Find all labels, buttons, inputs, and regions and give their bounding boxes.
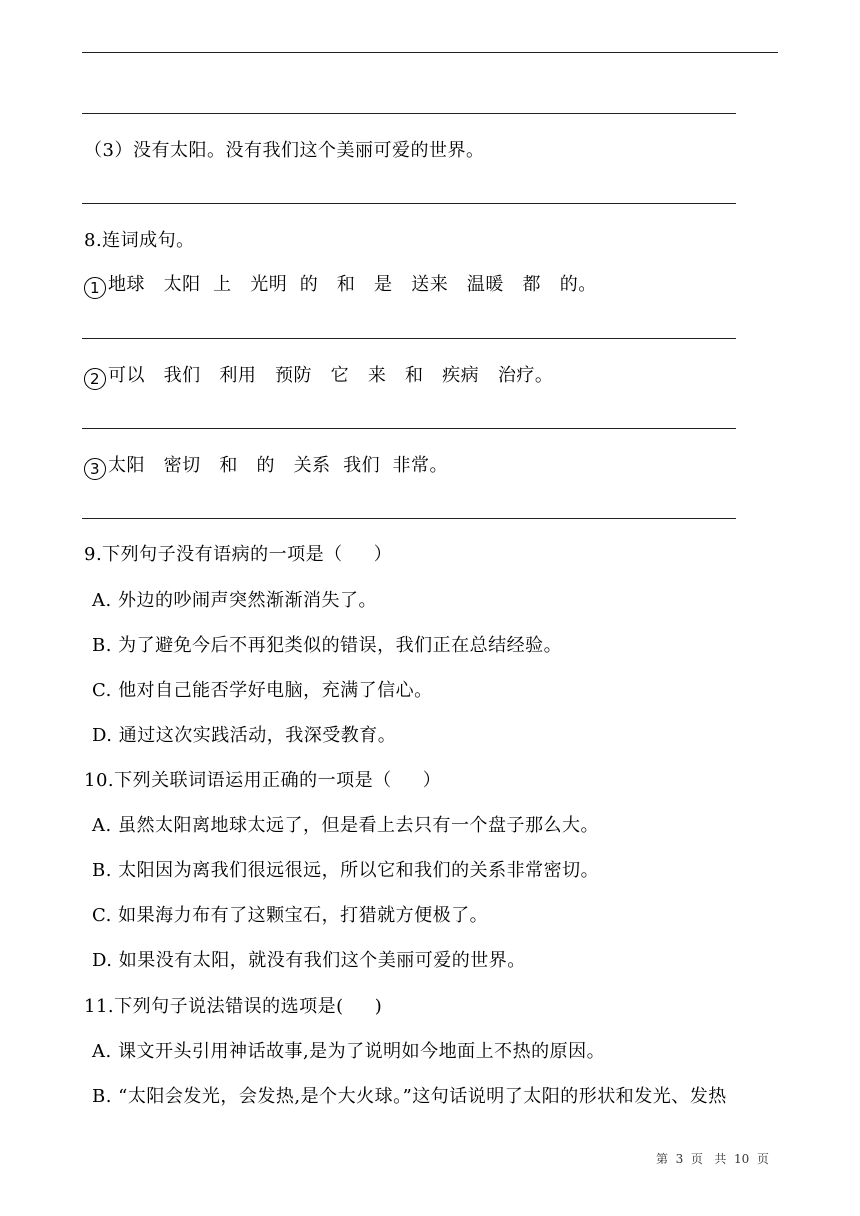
question-10-title: 10.下列关联词语运用正确的一项是（ ） (84, 770, 442, 791)
question-9-option-a: A. 外边的吵闹声突然渐渐消失了。 (92, 590, 377, 611)
answer-line (82, 52, 778, 53)
answer-line (82, 338, 736, 339)
question-8-item-2 (84, 364, 553, 390)
question-11-option-a: A. 课文开头引用神话故事,是为了说明如今地面上不热的原因。 (92, 1041, 606, 1062)
question-7-3: （3）没有太阳。没有我们这个美丽可爱的世界。 (84, 140, 485, 161)
question-8-item-1 (84, 273, 597, 299)
question-8-title: 8.连词成句。 (84, 230, 195, 251)
question-10-option-a: A. 虽然太阳离地球太远了，但是看上去只有一个盘子那么大。 (92, 815, 599, 836)
word-list: 太阳 密切 和 的 关系 我们 非常。 (108, 455, 449, 476)
answer-line (82, 428, 736, 429)
question-11-title: 11.下列句子说法错误的选项是( ) (84, 996, 383, 1017)
word-list: 可以 我们 利用 预防 它 来 和 疾病 治疗。 (108, 365, 554, 386)
question-9-option-d: D. 通过这次实践活动，我深受教育。 (92, 725, 397, 746)
circled-number-marker: 2 (84, 368, 106, 390)
question-11-option-b: B. “太阳会发光，会发热,是个大火球。”这句话说明了太阳的形状和发光、发热 (92, 1086, 727, 1107)
question-10-option-c: C. 如果海力布有了这颗宝石，打猎就方便极了。 (92, 905, 489, 926)
question-9-option-b: B. 为了避免今后不再犯类似的错误，我们正在总结经验。 (92, 635, 563, 656)
circled-number-marker: 3 (84, 458, 106, 480)
circled-number-marker: 1 (84, 277, 106, 299)
question-10-option-d: D. 如果没有太阳，就没有我们这个美丽可爱的世界。 (92, 950, 526, 971)
answer-line (82, 113, 736, 114)
question-10-option-b: B. 太阳因为离我们很远很远，所以它和我们的关系非常密切。 (92, 860, 600, 881)
question-8-item-3 (84, 454, 448, 480)
answer-line (82, 518, 736, 519)
question-9-option-c: C. 他对自己能否学好电脑，充满了信心。 (92, 680, 433, 701)
answer-line (82, 203, 736, 204)
page-number-footer: 第 3 页 共 10 页 (656, 1152, 769, 1166)
question-9-title: 9.下列句子没有语病的一项是（ ） (84, 544, 393, 565)
word-list: 地球 太阳 上 光明 的 和 是 送来 温暖 都 的。 (108, 274, 597, 295)
